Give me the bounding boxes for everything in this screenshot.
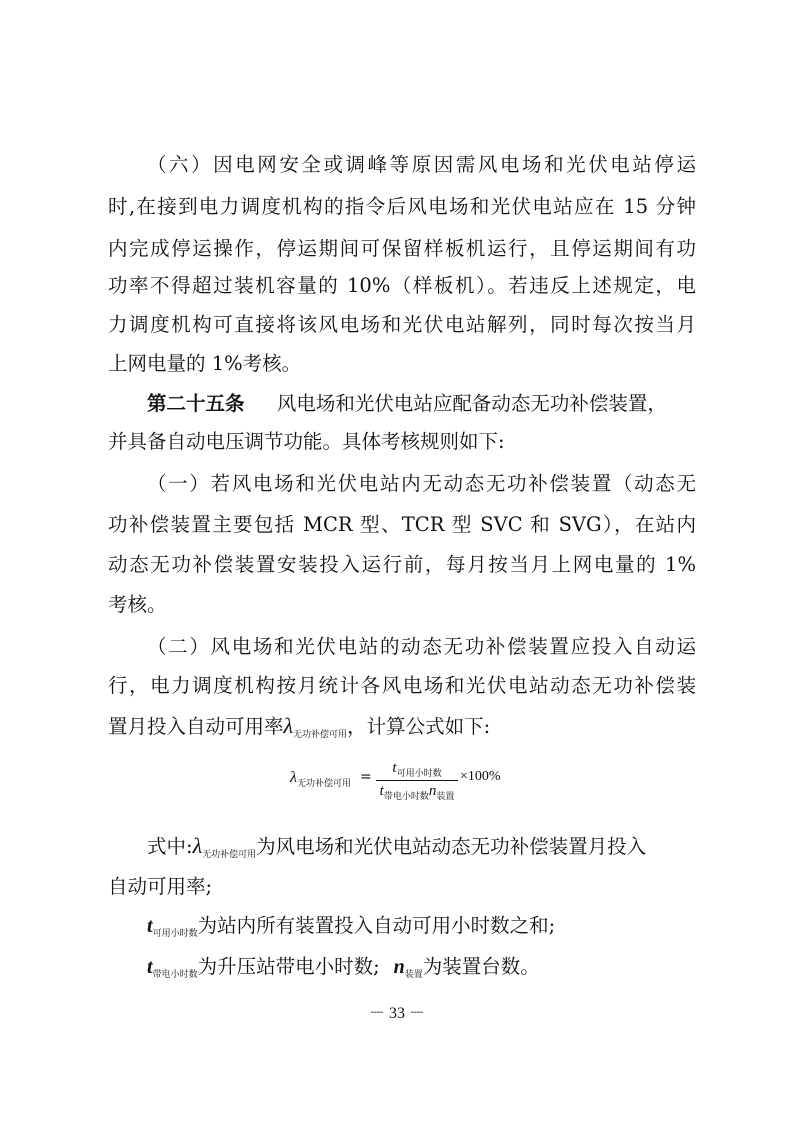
- lambda-symbol: λ: [192, 833, 203, 858]
- t-symbol: t: [147, 915, 153, 937]
- text-segment: 为风电场和光伏电站动态无功补偿装置月投入: [256, 835, 647, 858]
- page-number: － 33 －: [368, 1005, 425, 1022]
- text-segment: 为装置台数。: [422, 955, 540, 978]
- t-available-subscript: 可用小时数: [152, 929, 198, 939]
- denominator: [376, 783, 458, 802]
- equals-sign: =: [360, 769, 372, 785]
- formula-lhs: [290, 769, 351, 789]
- text-line: 功补偿装置主要包括 MCR 型、TCR 型 SVC 和 SVG），在站内: [108, 513, 696, 536]
- text-segment: 为升压站带电小时数;: [197, 955, 380, 978]
- lambda-subscript: 无功补偿可用: [296, 779, 351, 789]
- n-symbol: n: [393, 956, 405, 978]
- text-line: 动态无功补偿装置安装投入运行前，每月按当月上网电量的 1%: [108, 553, 696, 576]
- definition-line: [147, 832, 696, 869]
- lambda-subscript: 无功补偿可用: [202, 850, 257, 860]
- numerator: [376, 760, 458, 779]
- text-segment: 置月投入自动可用率: [108, 715, 284, 738]
- text-line: （六）因电网安全或调峰等原因需风电场和光伏电站停运: [147, 153, 696, 176]
- t-charged-subscript: 带电小时数: [383, 792, 429, 802]
- text-line: 考核。: [108, 593, 167, 616]
- n-symbol: n: [428, 783, 437, 799]
- text-segment: 式中:: [147, 835, 193, 858]
- definition-line: 自动可用率;: [108, 875, 213, 898]
- text-line: 行，电力调度机构按月统计各风电场和光伏电站动态无功补偿装: [108, 674, 696, 697]
- fraction-bar: [376, 780, 458, 781]
- lambda-subscript: 无功补偿可用: [293, 730, 348, 740]
- times-100-percent: ×100%: [460, 769, 501, 784]
- text-line: 力调度机构可直接将该风电场和光伏电站解列，同时每次按当月: [108, 313, 696, 336]
- t-available-subscript: 可用小时数: [396, 769, 442, 779]
- text-segment: 为站内所有装置投入自动可用小时数之和;: [197, 914, 556, 937]
- text-line: 时,在接到电力调度机构的指令后风电场和光伏电站应在 15 分钟: [108, 195, 696, 218]
- article-heading: 第二十五条: [147, 392, 245, 415]
- lambda-symbol: λ: [283, 713, 294, 738]
- article-heading-line: [147, 390, 696, 418]
- n-subscript: 装置: [404, 970, 423, 980]
- text-line: 并具备自动电压调节功能。具体考核规则如下:: [108, 430, 505, 453]
- t-symbol: t: [392, 760, 397, 776]
- n-subscript: 装置: [436, 792, 455, 802]
- text-line: （一）若风电场和光伏电站内无动态无功补偿装置（动态无: [147, 472, 696, 495]
- article-text: 风电场和光伏电站应配备动态无功补偿装置，: [276, 392, 667, 415]
- text-line: 上网电量的 1%考核。: [108, 352, 302, 375]
- text-line: （二）风电场和光伏电站的动态无功补偿装置应投入自动运: [147, 635, 696, 658]
- t-symbol: t: [379, 783, 384, 799]
- text-line: 内完成停运操作，停运期间可保留样板机运行，且停运期间有功: [108, 237, 696, 260]
- definition-line: [147, 953, 696, 989]
- t-symbol: t: [147, 956, 153, 978]
- formula: [290, 760, 550, 810]
- text-line: 功率不得超过装机容量的 10%（样板机）。若违反上述规定，电: [108, 274, 696, 297]
- text-line-with-symbol: [108, 712, 696, 749]
- text-segment: ，计算公式如下:: [347, 715, 491, 738]
- lambda-symbol: λ: [290, 769, 297, 786]
- definition-line: [147, 912, 696, 948]
- t-charged-subscript: 带电小时数: [152, 970, 198, 980]
